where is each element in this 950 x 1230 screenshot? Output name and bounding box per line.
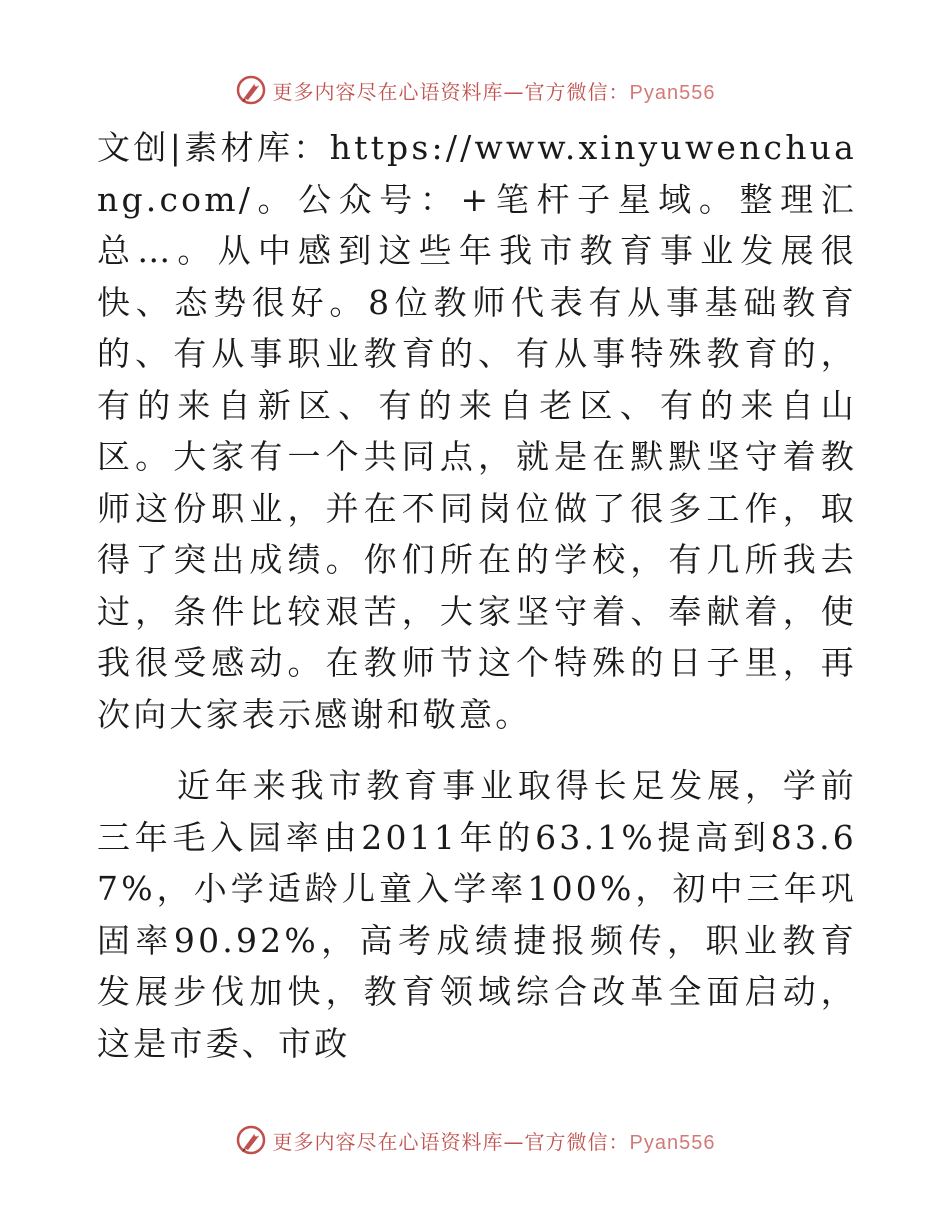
footer-banner-text bbox=[273, 1126, 716, 1155]
quill-pen-logo-icon bbox=[235, 1124, 267, 1156]
header-separator: — bbox=[503, 79, 525, 104]
header-wechat-label: 官方微信： bbox=[524, 79, 630, 104]
body-content bbox=[97, 122, 857, 1069]
header-banner bbox=[0, 70, 950, 110]
quill-pen-logo-icon bbox=[235, 74, 267, 106]
footer-separator: — bbox=[503, 1129, 525, 1154]
paragraph-2: 近年来我市教育事业取得长足发展，学前三年毛入园率由2011年的63.1%提高到83.67%，小学适龄儿童入学率100%，初中三年巩固率90.92%，高考成绩捷报频传，职业教育发展步伐加快，教育领域综合改革全面启动，这是市委、市政 bbox=[97, 766, 857, 1063]
footer-banner bbox=[0, 1120, 950, 1160]
paragraph-1: 文创|素材库：https://www.xinyuwenchuang.com/。公众号：+笔杆子星域。整理汇总…。从中感到这些年我市教育事业发展很快、态势很好。8位教师代表有从事基础教育的、有从事职业教育的、有从事特殊教育的，有的来自新区、有的来自老区、有的来自山区。大家有一个共同点，就是在默默坚守着教师这份职业，并在不同岗位做了很多工作，取得了突出成绩。你们所在的学校，有几所我去过，条件比较艰苦，大家坚守着、奉献着，使我很受感动。在教师节这个特殊的日子里，再次向大家表示感谢和敬意。 bbox=[97, 128, 857, 734]
footer-wechat-label: 官方微信： bbox=[524, 1129, 630, 1154]
footer-site-text: 更多内容尽在心语资料库 bbox=[272, 1129, 504, 1154]
header-site-text: 更多内容尽在心语资料库 bbox=[272, 79, 504, 104]
footer-wechat-id: Pyan556 bbox=[629, 1131, 716, 1154]
header-wechat-id: Pyan556 bbox=[629, 81, 716, 104]
header-banner-text bbox=[273, 76, 716, 105]
